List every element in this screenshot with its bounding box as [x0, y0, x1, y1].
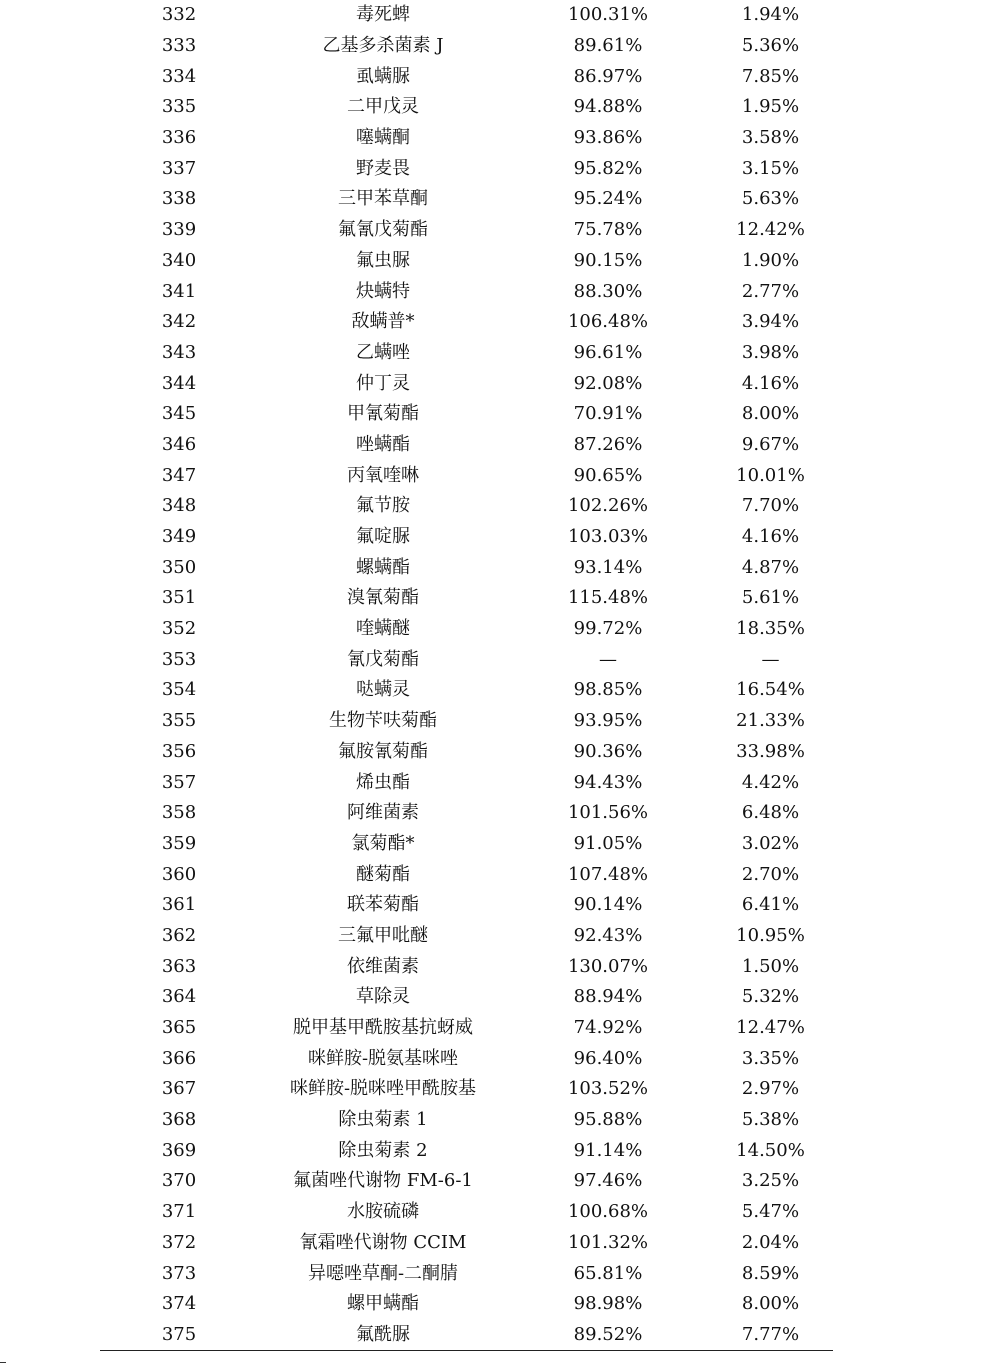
table-row — [100, 1289, 833, 1320]
recovery-rate-cell: 90.15% — [573, 249, 643, 271]
recovery-rate-cell: 70.91% — [573, 403, 643, 425]
recovery-rate-cell: 89.52% — [508, 1320, 708, 1351]
rsd-cell: 14.50% — [736, 1139, 805, 1161]
row-number-cell: 358 — [161, 802, 197, 824]
recovery-rate-cell: 94.88% — [573, 96, 643, 118]
rsd-cell: 2.70% — [741, 863, 800, 885]
row-number-cell: 336 — [161, 127, 197, 149]
recovery-rate-cell: 107.48% — [567, 863, 649, 885]
compound-name-cell: 氰霜唑代谢物 CCIM — [299, 1231, 467, 1253]
compound-name-cell: 咪鲜胺-脱氨基咪唑 — [307, 1047, 459, 1069]
row-number-cell: 333 — [161, 35, 197, 57]
recovery-rate-cell: 106.48% — [567, 311, 649, 333]
row-number-cell: 369 — [161, 1139, 197, 1161]
recovery-rate-cell: 90.14% — [573, 894, 643, 916]
compound-name-cell: 丙氧喹啉 — [347, 464, 419, 486]
compound-name-cell: 氟酰脲 — [258, 1320, 508, 1351]
compound-name-cell: 依维菌素 — [347, 955, 419, 977]
table-row — [100, 1228, 833, 1259]
row-number-cell: 361 — [161, 894, 197, 916]
compound-name-cell: 敌螨普* — [351, 311, 415, 333]
rsd-cell: 8.59% — [741, 1262, 800, 1284]
rsd-cell: 18.35% — [736, 618, 805, 640]
compound-name-cell: 氟节胺 — [356, 495, 410, 517]
compound-name-cell: 野麦畏 — [356, 157, 410, 179]
table-row — [100, 552, 833, 583]
row-number-cell: 355 — [161, 710, 197, 732]
recovery-rate-cell: 94.43% — [573, 771, 643, 793]
compound-name-cell: 氟虫脲 — [356, 249, 410, 271]
compound-name-cell: 烯虫酯 — [356, 771, 410, 793]
compound-name-cell: 炔螨特 — [356, 280, 410, 302]
rsd-cell: — — [761, 648, 780, 670]
recovery-rate-cell: 88.94% — [573, 986, 643, 1008]
recovery-rate-cell: 90.36% — [573, 740, 643, 762]
recovery-rate-cell: 95.24% — [573, 188, 643, 210]
compound-name-cell: 乙基多杀菌素 J — [322, 35, 444, 57]
row-number-cell: 363 — [161, 955, 197, 977]
row-number-cell: 347 — [161, 464, 197, 486]
table-row — [100, 522, 833, 553]
rsd-cell: 16.54% — [736, 679, 805, 701]
recovery-rate-cell: 96.40% — [573, 1047, 643, 1069]
recovery-rate-cell: 75.78% — [573, 219, 643, 241]
row-number-cell: 341 — [161, 280, 197, 302]
rsd-cell: 6.48% — [741, 802, 800, 824]
recovery-rate-cell: 74.92% — [573, 1017, 643, 1039]
table-row — [100, 859, 833, 890]
compound-name-cell: 醚菊酯 — [356, 863, 410, 885]
recovery-rate-cell: 101.32% — [567, 1231, 649, 1253]
rsd-cell: 7.77% — [708, 1320, 833, 1351]
recovery-rate-cell: 90.65% — [573, 464, 643, 486]
table-row — [100, 1166, 833, 1197]
rsd-cell: 3.94% — [741, 311, 800, 333]
rsd-cell: 9.67% — [741, 433, 800, 455]
recovery-rate-cell: 99.72% — [573, 618, 643, 640]
row-number-cell: 345 — [161, 403, 197, 425]
recovery-rate-cell: 102.26% — [567, 495, 649, 517]
table-row — [100, 184, 833, 215]
rsd-cell: 5.63% — [741, 188, 800, 210]
rsd-cell: 5.38% — [741, 1109, 800, 1131]
rsd-cell: 10.01% — [736, 464, 805, 486]
table-body — [100, 0, 833, 1351]
row-number-cell: 354 — [161, 679, 197, 701]
compound-name-cell: 乙螨唑 — [356, 341, 410, 363]
compound-name-cell: 唑螨酯 — [356, 433, 410, 455]
row-number-cell: 360 — [161, 863, 197, 885]
rsd-cell: 6.41% — [741, 894, 800, 916]
recovery-rate-cell: 115.48% — [567, 587, 649, 609]
row-number-cell: 337 — [161, 157, 197, 179]
table-row — [100, 0, 833, 31]
compound-name-cell: 草除灵 — [356, 986, 410, 1008]
recovery-rate-cell: 101.56% — [567, 802, 649, 824]
recovery-rate-cell: 130.07% — [567, 955, 649, 977]
recovery-rate-cell: 88.30% — [573, 280, 643, 302]
recovery-rate-cell: 100.31% — [567, 4, 649, 26]
table-row — [100, 215, 833, 246]
table-row — [100, 1197, 833, 1228]
row-number-cell: 334 — [161, 65, 197, 87]
rsd-cell: 5.36% — [741, 35, 800, 57]
table-row — [100, 276, 833, 307]
rsd-cell: 4.16% — [741, 372, 800, 394]
rsd-cell: 1.50% — [741, 955, 800, 977]
compound-name-cell: 咪鲜胺-脱咪唑甲酰胺基 — [289, 1078, 477, 1100]
table-row — [100, 921, 833, 952]
rsd-cell: 3.02% — [741, 832, 800, 854]
rsd-cell: 21.33% — [736, 710, 805, 732]
row-number-cell: 348 — [161, 495, 197, 517]
table-row — [100, 1135, 833, 1166]
row-number-cell: 357 — [161, 771, 197, 793]
recovery-rate-cell: 97.46% — [573, 1170, 643, 1192]
recovery-rate-cell: 86.97% — [573, 65, 643, 87]
table-row — [100, 61, 833, 92]
rsd-cell: 3.98% — [741, 341, 800, 363]
compound-name-cell: 异噁唑草酮-二酮腈 — [307, 1262, 459, 1284]
table-row — [100, 430, 833, 461]
row-number-cell: 368 — [161, 1109, 197, 1131]
compound-name-cell: 除虫菊素 1 — [338, 1109, 428, 1131]
row-number-cell: 339 — [161, 219, 197, 241]
compound-name-cell: 溴氰菊酯 — [347, 587, 419, 609]
row-number-cell: 375 — [100, 1320, 258, 1351]
rsd-cell: 12.42% — [736, 219, 805, 241]
compound-name-cell: 仲丁灵 — [356, 372, 410, 394]
compound-name-cell: 水胺硫磷 — [347, 1201, 419, 1223]
compound-name-cell: 脱甲基甲酰胺基抗蚜威 — [293, 1017, 473, 1039]
table-row — [100, 399, 833, 430]
rsd-cell: 12.47% — [736, 1017, 805, 1039]
rsd-cell: 7.85% — [741, 65, 800, 87]
rsd-cell: 7.70% — [741, 495, 800, 517]
table-row — [100, 246, 833, 277]
compound-name-cell: 氰戊菊酯 — [347, 648, 419, 670]
table-row — [100, 1043, 833, 1074]
compound-name-cell: 哒螨灵 — [356, 679, 410, 701]
row-number-cell: 372 — [161, 1231, 197, 1253]
compound-name-cell: 喹螨醚 — [356, 618, 410, 640]
table-row — [100, 767, 833, 798]
recovery-rate-cell: 95.82% — [573, 157, 643, 179]
rsd-cell: 1.94% — [741, 4, 800, 26]
table-row — [100, 338, 833, 369]
compound-name-cell: 螺甲螨酯 — [347, 1293, 419, 1315]
recovery-rate-cell: — — [599, 648, 617, 670]
row-number-cell: 366 — [161, 1047, 197, 1069]
recovery-rate-cell: 92.43% — [573, 924, 643, 946]
rsd-cell: 3.35% — [741, 1047, 800, 1069]
table-row — [100, 307, 833, 338]
compound-name-cell: 生物苄呋菊酯 — [329, 710, 437, 732]
recovery-rate-cell: 103.03% — [567, 526, 649, 548]
row-number-cell: 350 — [161, 556, 197, 578]
compound-name-cell: 联苯菊酯 — [347, 894, 419, 916]
row-number-cell: 352 — [161, 618, 197, 640]
table-row — [100, 123, 833, 154]
recovery-rate-cell: 93.14% — [573, 556, 643, 578]
table-row — [100, 31, 833, 62]
compound-name-cell: 三甲苯草酮 — [338, 188, 428, 210]
compound-name-cell: 毒死蜱 — [356, 4, 410, 26]
compound-name-cell: 甲氰菊酯 — [347, 403, 419, 425]
row-number-cell: 362 — [161, 924, 197, 946]
rsd-cell: 33.98% — [736, 740, 805, 762]
row-number-cell: 340 — [161, 249, 197, 271]
row-number-cell: 371 — [161, 1201, 197, 1223]
row-number-cell: 351 — [161, 587, 197, 609]
rsd-cell: 2.97% — [741, 1078, 800, 1100]
table-row — [100, 706, 833, 737]
recovery-rate-cell: 93.95% — [573, 710, 643, 732]
recovery-rate-cell: 91.14% — [573, 1139, 643, 1161]
table-row — [100, 460, 833, 491]
rsd-cell: 4.42% — [741, 771, 800, 793]
row-number-cell: 353 — [161, 648, 197, 670]
row-number-cell: 373 — [161, 1262, 197, 1284]
recovery-rate-cell: 98.98% — [573, 1293, 643, 1315]
row-number-cell: 359 — [161, 832, 197, 854]
recovery-rate-cell: 91.05% — [573, 832, 643, 854]
row-number-cell: 349 — [161, 526, 197, 548]
pesticide-recovery-table — [100, 0, 833, 1351]
table-row — [100, 951, 833, 982]
recovery-rate-cell: 103.52% — [567, 1078, 649, 1100]
table-row — [100, 1105, 833, 1136]
table-row — [100, 153, 833, 184]
table-row — [100, 829, 833, 860]
table-row — [100, 368, 833, 399]
table-row — [100, 92, 833, 123]
row-number-cell: 344 — [161, 372, 197, 394]
row-number-cell: 335 — [161, 96, 197, 118]
rsd-cell: 1.95% — [741, 96, 800, 118]
table-row — [100, 1074, 833, 1105]
rsd-cell: 4.87% — [741, 556, 800, 578]
recovery-rate-cell: 87.26% — [573, 433, 643, 455]
rsd-cell: 4.16% — [741, 526, 800, 548]
compound-name-cell: 氯菊酯* — [351, 832, 415, 854]
row-number-cell: 346 — [161, 433, 197, 455]
table-row — [100, 1320, 833, 1351]
recovery-rate-cell: 100.68% — [567, 1201, 649, 1223]
row-number-cell: 356 — [161, 740, 197, 762]
row-number-cell: 365 — [161, 1017, 197, 1039]
compound-name-cell: 氟胺氰菊酯 — [338, 740, 428, 762]
table-row — [100, 614, 833, 645]
recovery-rate-cell: 89.61% — [573, 35, 643, 57]
rsd-cell: 1.90% — [741, 249, 800, 271]
table-row — [100, 644, 833, 675]
compound-name-cell: 三氟甲吡醚 — [338, 924, 428, 946]
table-row — [100, 583, 833, 614]
row-number-cell: 364 — [161, 986, 197, 1008]
recovery-rate-cell: 92.08% — [573, 372, 643, 394]
compound-name-cell: 氟氰戊菊酯 — [338, 219, 428, 241]
compound-name-cell: 氟啶脲 — [356, 526, 410, 548]
compound-name-cell: 噻螨酮 — [356, 127, 410, 149]
compound-name-cell: 螺螨酯 — [356, 556, 410, 578]
row-number-cell: 343 — [161, 341, 197, 363]
table-row — [100, 798, 833, 829]
row-number-cell: 338 — [161, 188, 197, 210]
compound-name-cell: 阿维菌素 — [347, 802, 419, 824]
rsd-cell: 8.00% — [741, 1293, 800, 1315]
compound-name-cell: 除虫菊素 2 — [338, 1139, 428, 1161]
row-number-cell: 342 — [161, 311, 197, 333]
table-row — [100, 1258, 833, 1289]
rsd-cell: 10.95% — [736, 924, 805, 946]
rsd-cell: 3.15% — [741, 157, 800, 179]
rsd-cell: 2.77% — [741, 280, 800, 302]
recovery-rate-cell: 65.81% — [573, 1262, 643, 1284]
results-table-container — [100, 0, 833, 1351]
rsd-cell: 5.32% — [741, 986, 800, 1008]
row-number-cell: 332 — [161, 4, 197, 26]
table-row — [100, 890, 833, 921]
row-number-cell: 370 — [161, 1170, 197, 1192]
table-row — [100, 1013, 833, 1044]
recovery-rate-cell: 96.61% — [573, 341, 643, 363]
rsd-cell: 2.04% — [741, 1231, 800, 1253]
recovery-rate-cell: 95.88% — [573, 1109, 643, 1131]
rsd-cell: 5.61% — [741, 587, 800, 609]
rsd-cell: 5.47% — [741, 1201, 800, 1223]
compound-name-cell: 二甲戊灵 — [347, 96, 419, 118]
recovery-rate-cell: 93.86% — [573, 127, 643, 149]
row-number-cell: 367 — [161, 1078, 197, 1100]
rsd-cell: 8.00% — [741, 403, 800, 425]
compound-name-cell: 氟菌唑代谢物 FM-6-1 — [293, 1170, 473, 1192]
table-row — [100, 982, 833, 1013]
rsd-cell: 3.25% — [741, 1170, 800, 1192]
table-row — [100, 737, 833, 768]
compound-name-cell: 虱螨脲 — [356, 65, 410, 87]
table-row — [100, 491, 833, 522]
recovery-rate-cell: 98.85% — [573, 679, 643, 701]
row-number-cell: 374 — [161, 1293, 197, 1315]
rsd-cell: 3.58% — [741, 127, 800, 149]
table-row — [100, 675, 833, 706]
